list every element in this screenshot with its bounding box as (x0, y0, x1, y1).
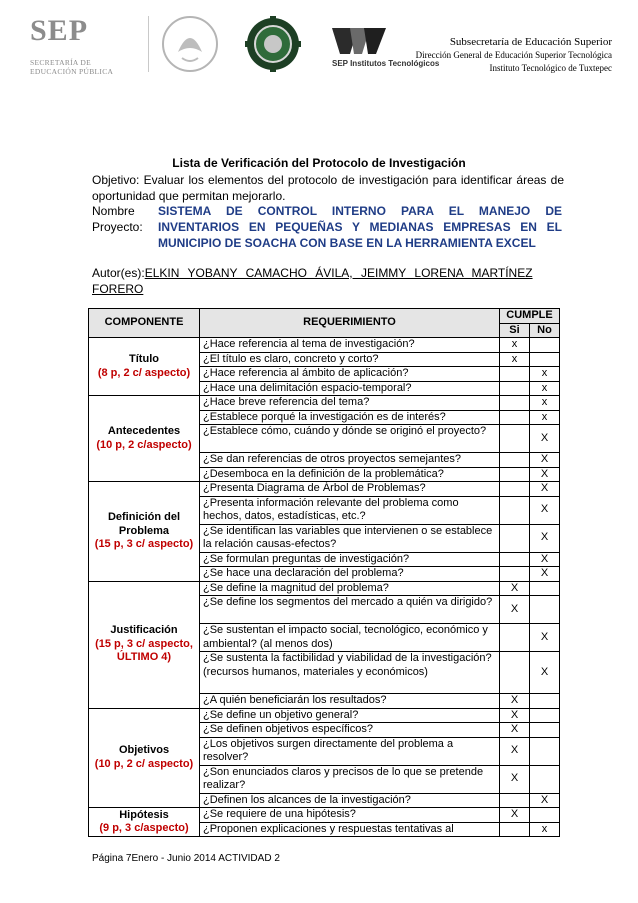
authors-line (92, 265, 564, 297)
requirement-cell: ¿Establece porqué la investigación es de interés? (200, 410, 500, 425)
no-mark-cell: X (530, 652, 560, 694)
sep-subtitle-line2: EDUCACIÓN PÚBLICA (30, 67, 114, 76)
component-name: Antecedentes (107, 425, 181, 437)
requirement-cell: ¿Se hace una declaración del problema? (200, 567, 500, 582)
header-no: No (530, 323, 560, 338)
institution-block (402, 36, 612, 75)
requirement-cell: ¿Se define los segmentos del mercado a quién va dirigido? (200, 596, 500, 624)
no-mark-cell: X (530, 467, 560, 482)
si-mark-cell (500, 496, 530, 524)
requirement-cell: ¿Hace una delimitación espacio-temporal? (200, 381, 500, 396)
requirement-cell: ¿Proponen explicaciones y respuestas tentativas al (200, 822, 500, 837)
requirement-cell: ¿Los objetivos surgen directamente del problema a resolver? (200, 737, 500, 765)
project-name: SISTEMA DE CONTROL INTERNO PARA EL MANEJO DE INVENTARIOS EN PEQUEÑAS Y MEDIANAS EMPRESAS EN EL MUNICIPIO DE SOACHA CON BASE EN LA HERRAMIENTA EXCEL (158, 204, 562, 250)
no-mark-cell (530, 338, 560, 353)
header-divider (148, 16, 149, 72)
coat-of-arms-icon (160, 14, 220, 74)
header-si: Si (500, 323, 530, 338)
si-mark-cell (500, 652, 530, 694)
component-name: Título (129, 353, 159, 365)
no-mark-cell (530, 765, 560, 793)
no-mark-cell: x (530, 822, 560, 837)
table-row (89, 708, 560, 723)
sep-subtitle-line1: SECRETARÍA DE (30, 58, 92, 67)
table-body (89, 338, 560, 837)
authors-value: ELKIN YOBANY CAMACHO ÁVILA, JEIMMY LORENA MARTÍNEZ FORERO (92, 266, 533, 296)
no-mark-cell: X (530, 793, 560, 808)
tec-logo-icon (330, 24, 440, 74)
authors-label: Autor(es): (92, 266, 145, 280)
si-mark-cell (500, 453, 530, 468)
si-mark-cell (500, 381, 530, 396)
si-mark-cell: X (500, 765, 530, 793)
requirement-cell: ¿Hace referencia al tema de investigación? (200, 338, 500, 353)
si-mark-cell: X (500, 581, 530, 596)
no-mark-cell: x (530, 367, 560, 382)
verification-table (88, 308, 560, 837)
sep-subtitle (30, 58, 113, 76)
si-mark-cell (500, 524, 530, 552)
table-row (89, 338, 560, 353)
no-mark-cell: X (530, 496, 560, 524)
si-mark-cell: X (500, 808, 530, 823)
no-mark-cell (530, 708, 560, 723)
si-mark-cell: X (500, 737, 530, 765)
no-mark-cell: X (530, 482, 560, 497)
objective-text: Objetivo: Evaluar los elementos del protocolo de investigación para identificar áreas de oportunidad que permitan mejorarlo. (92, 173, 564, 203)
project-label: Nombre Proyecto: (92, 204, 143, 234)
institution-line2: Dirección General de Educación Superior Tecnológica (415, 50, 612, 60)
table-row (89, 396, 560, 411)
requirement-cell: ¿Se define un objetivo general? (200, 708, 500, 723)
component-name: Justificación (110, 624, 178, 637)
requirement-cell: ¿Definen los alcances de la investigación? (200, 793, 500, 808)
requirement-cell: ¿Se sustentan el impacto social, tecnológico, económico y ambiental? (al menos dos) (200, 624, 500, 652)
requirement-cell: ¿Se define la magnitud del problema? (200, 581, 500, 596)
no-mark-cell (530, 596, 560, 624)
no-mark-cell (530, 694, 560, 709)
component-points: (15 p, 3 c/ aspecto) (94, 538, 194, 550)
table-row (89, 581, 560, 596)
no-mark-cell: X (530, 624, 560, 652)
si-mark-cell (500, 425, 530, 453)
component-points: (10 p, 2 c/ aspecto) (94, 757, 194, 770)
si-mark-cell: x (500, 338, 530, 353)
si-mark-cell (500, 822, 530, 837)
requirement-cell: ¿Establece cómo, cuándo y dónde se originó el proyecto? (200, 425, 500, 453)
requirement-cell: ¿Presenta información relevante del problema como hechos, datos, estadísticas, etc.? (200, 496, 500, 524)
si-mark-cell: x (500, 352, 530, 367)
no-mark-cell: x (530, 396, 560, 411)
requirement-cell: ¿Se sustenta la factibilidad y viabilidad de la investigación? (recursos humanos, materiales y económicos) (200, 652, 500, 694)
institution-line3: Instituto Tecnológico de Tuxtepec (489, 63, 612, 73)
si-mark-cell: X (500, 723, 530, 738)
no-mark-cell: X (530, 552, 560, 567)
si-mark-cell (500, 552, 530, 567)
requirement-cell: ¿Son enunciados claros y precisos de lo que se pretende realizar? (200, 765, 500, 793)
page-footer: Página 7Enero - Junio 2014 ACTIVIDAD 2 (92, 853, 280, 864)
si-mark-cell: X (500, 694, 530, 709)
si-mark-cell (500, 396, 530, 411)
no-mark-cell (530, 737, 560, 765)
header-requirement: REQUERIMIENTO (200, 309, 500, 338)
document-title: Lista de Verificación del Protocolo de Investigación (172, 156, 466, 170)
requirement-cell: ¿El título es claro, concreto y corto? (200, 352, 500, 367)
header-component: COMPONENTE (89, 309, 200, 338)
component-cell (89, 581, 200, 708)
si-mark-cell (500, 567, 530, 582)
si-mark-cell: X (500, 708, 530, 723)
si-mark-cell (500, 793, 530, 808)
requirement-cell: ¿Se identifican las variables que intervienen o se establece la relación causas-efectos? (200, 524, 500, 552)
no-mark-cell: x (530, 381, 560, 396)
header-cumple: CUMPLE (500, 309, 560, 324)
requirement-cell: ¿Desemboca en la definición de la problemática? (200, 467, 500, 482)
document-header (0, 0, 638, 110)
gear-seal-icon (243, 14, 303, 74)
requirement-cell: ¿Presenta Diagrama de Árbol de Problemas? (200, 482, 500, 497)
requirement-cell: ¿Se dan referencias de otros proyectos semejantes? (200, 453, 500, 468)
no-mark-cell: x (530, 410, 560, 425)
component-points: (15 p, 3 c/ aspecto, ÚLTIMO 4) (95, 637, 193, 664)
requirement-cell: ¿Hace referencia al ámbito de aplicación? (200, 367, 500, 382)
si-mark-cell (500, 467, 530, 482)
component-name: Objetivos (118, 744, 170, 757)
no-mark-cell: X (530, 425, 560, 453)
si-mark-cell (500, 482, 530, 497)
component-name: Definición del Problema (107, 511, 181, 537)
requirement-cell: ¿Se requiere de una hipótesis? (200, 808, 500, 823)
requirement-cell: ¿Hace breve referencia del tema? (200, 396, 500, 411)
si-mark-cell (500, 367, 530, 382)
requirement-cell: ¿Se definen objetivos específicos? (200, 723, 500, 738)
component-points: (9 p, 3 c/aspecto) (99, 822, 189, 834)
sep-logo (24, 14, 142, 74)
component-cell (89, 338, 200, 396)
no-mark-cell: X (530, 567, 560, 582)
no-mark-cell (530, 723, 560, 738)
component-cell (89, 708, 200, 808)
tec-text: SEP Institutos Tecnológicos (332, 59, 440, 68)
si-mark-cell (500, 410, 530, 425)
component-points: (10 p, 2 c/aspecto) (96, 438, 192, 451)
component-cell (89, 396, 200, 482)
si-mark-cell: X (500, 596, 530, 624)
component-cell (89, 482, 200, 582)
institution-line1: Subsecretaría de Educación Superior (449, 36, 612, 48)
no-mark-cell (530, 581, 560, 596)
component-name: Hipótesis (119, 808, 169, 821)
requirement-cell: ¿Se formulan preguntas de investigación? (200, 552, 500, 567)
si-mark-cell (500, 624, 530, 652)
no-mark-cell: X (530, 453, 560, 468)
component-cell (89, 808, 200, 837)
no-mark-cell (530, 352, 560, 367)
table-row (89, 808, 560, 823)
no-mark-cell (530, 808, 560, 823)
table-row (89, 482, 560, 497)
requirement-cell: ¿A quién beneficiarán los resultados? (200, 694, 500, 709)
sep-logo-text: SEP (30, 14, 89, 47)
component-points: (8 p, 2 c/ aspecto) (97, 366, 191, 379)
no-mark-cell: X (530, 524, 560, 552)
